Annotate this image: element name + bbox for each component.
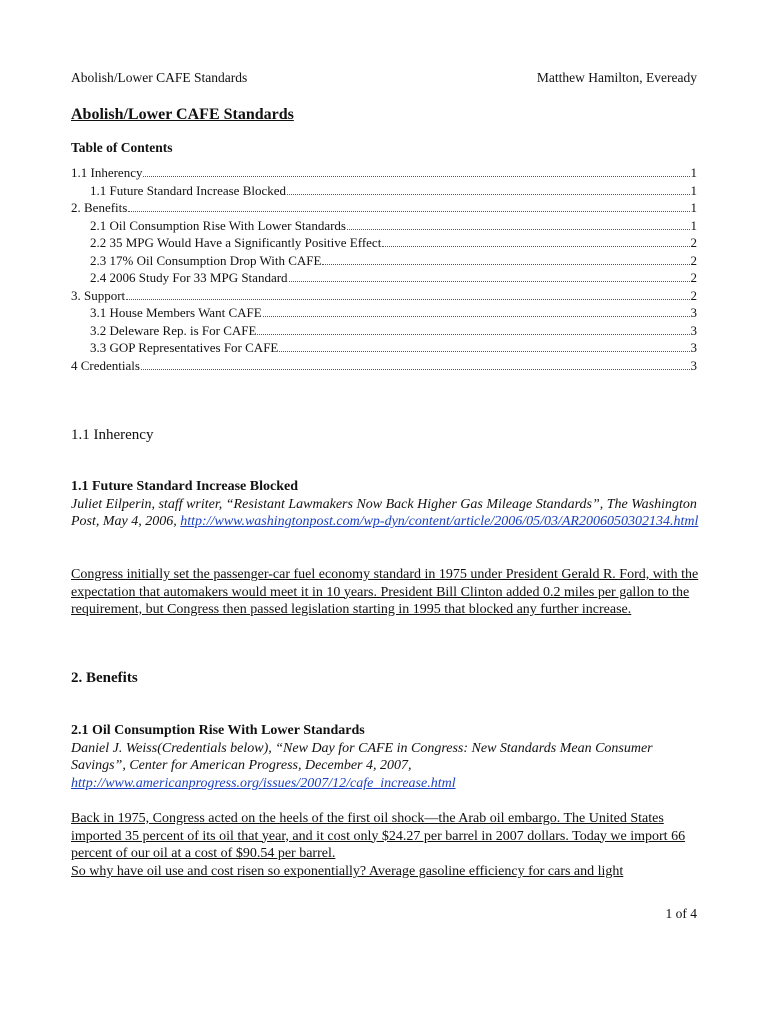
table-of-contents — [71, 165, 697, 375]
card-citation: Juliet Eilperin, staff writer, “Resistant Lawmakers Now Back Higher Gas Mileage Standards”, The Washington Post, May 4, 2006, http://www.washingtonpost.com/wp-dyn/content/article/2006/05/03/AR2006050302134.html — [71, 496, 699, 529]
toc-entry-label: 2.3 17% Oil Consumption Drop With CAFE — [90, 252, 322, 268]
toc-entry-label: 2.4 2006 Study For 33 MPG Standard — [90, 270, 288, 285]
toc-page-number: 3 — [690, 322, 697, 338]
toc-leader-dots — [141, 368, 690, 370]
toc-page-number: 2 — [690, 287, 697, 303]
toc-leader-dots — [347, 228, 690, 230]
toc-entry[interactable] — [71, 218, 697, 236]
toc-entry[interactable] — [71, 323, 697, 341]
toc-leader-dots — [382, 245, 689, 247]
section-heading-inherency: 1.1 Inherency — [71, 427, 154, 443]
toc-entry[interactable] — [71, 253, 697, 271]
toc-entry[interactable] — [71, 165, 697, 183]
toc-leader-dots — [126, 298, 689, 300]
toc-entry[interactable] — [71, 200, 697, 218]
toc-leader-dots — [257, 333, 689, 335]
toc-entry[interactable] — [71, 358, 697, 376]
toc-leader-dots — [287, 193, 689, 195]
running-header-title: Abolish/Lower CAFE Standards — [71, 70, 248, 85]
toc-heading: Table of Contents — [71, 140, 173, 155]
toc-page-number: 3 — [690, 305, 697, 320]
toc-page-number: 1 — [690, 165, 697, 180]
running-header-author: Matthew Hamilton, Eveready — [536, 70, 697, 85]
toc-leader-dots — [289, 280, 690, 282]
document-title: Abolish/Lower CAFE Standards — [71, 106, 294, 123]
toc-entry[interactable] — [71, 183, 697, 201]
toc-page-number: 2 — [690, 235, 697, 250]
toc-entry-label: 3.1 House Members Want CAFE — [90, 305, 262, 320]
toc-entry-label: 3. Support — [71, 287, 126, 303]
toc-page-number: 1 — [690, 200, 697, 215]
toc-page-number: 2 — [690, 270, 697, 285]
evidence-card-1-1 — [71, 478, 701, 531]
toc-entry[interactable] — [71, 340, 697, 358]
toc-page-number: 2 — [690, 252, 697, 268]
toc-entry-label: 1.1 Inherency — [71, 165, 143, 180]
toc-entry[interactable] — [71, 270, 697, 288]
toc-entry-label: 3.3 GOP Representatives For CAFE — [90, 340, 279, 355]
toc-page-number: 1 — [690, 217, 697, 233]
toc-leader-dots — [322, 263, 689, 265]
toc-entry-label: 3.2 Deleware Rep. is For CAFE — [90, 322, 257, 338]
card-tag: 2.1 Oil Consumption Rise With Lower Standards — [71, 723, 365, 738]
toc-leader-dots — [128, 210, 689, 212]
evidence-text: Congress initially set the passenger-car fuel economy standard in 1975 under President Gerald R. Ford, with the expectation that automakers would meet it in 10 years. President Bill Clinton added 0.2 miles per gallon to the requirement, but Congress then passed legislation starting in 1995 that blocked any further increase. — [71, 567, 699, 617]
toc-entry[interactable] — [71, 235, 697, 253]
source-link[interactable]: http://www.washingtonpost.com/wp-dyn/content/article/2006/05/03/AR2006050302134.html — [180, 514, 699, 529]
toc-page-number: 3 — [690, 357, 697, 373]
evidence-text: Back in 1975, Congress acted on the heels of the first oil shock—the Arab oil embargo. The United States imported 35 percent of its oil that year, and it cost only $24.27 per barrel in 2007 dollars. Today we import 66 percent of our oil at a cost of $90.54 per barrel. — [71, 811, 686, 861]
toc-entry-label: 2. Benefits — [71, 200, 128, 215]
toc-entry-label: 2.1 Oil Consumption Rise With Lower Standards — [90, 217, 346, 233]
toc-entry-label: 2.2 35 MPG Would Have a Significantly Positive Effect — [90, 235, 382, 250]
page-number: 1 of 4 — [665, 906, 697, 921]
toc-entry[interactable] — [71, 288, 697, 306]
card-tag: 1.1 Future Standard Increase Blocked — [71, 479, 298, 494]
toc-leader-dots — [263, 315, 690, 317]
toc-leader-dots — [143, 175, 689, 177]
evidence-text: So why have oil use and cost risen so exponentially? Average gasoline efficiency for cars and light — [71, 864, 624, 879]
toc-leader-dots — [279, 350, 689, 352]
toc-page-number: 1 — [690, 182, 697, 198]
evidence-card-2-1 — [71, 722, 701, 792]
section-heading-benefits: 2. Benefits — [71, 670, 138, 686]
source-link[interactable]: http://www.americanprogress.org/issues/2007/12/cafe_increase.html — [71, 775, 456, 791]
card-citation: Daniel J. Weiss(Credentials below), “New Day for CAFE in Congress: New Standards Mean Consumer Savings”, Center for American Progress, December 4, 2007, http://www.americanprogress.org/issues/2007/12/cafe_increase.html — [71, 740, 653, 791]
toc-entry[interactable] — [71, 305, 697, 323]
toc-page-number: 3 — [690, 340, 697, 355]
toc-entry-label: 1.1 Future Standard Increase Blocked — [90, 182, 287, 198]
toc-entry-label: 4 Credentials — [71, 357, 140, 373]
